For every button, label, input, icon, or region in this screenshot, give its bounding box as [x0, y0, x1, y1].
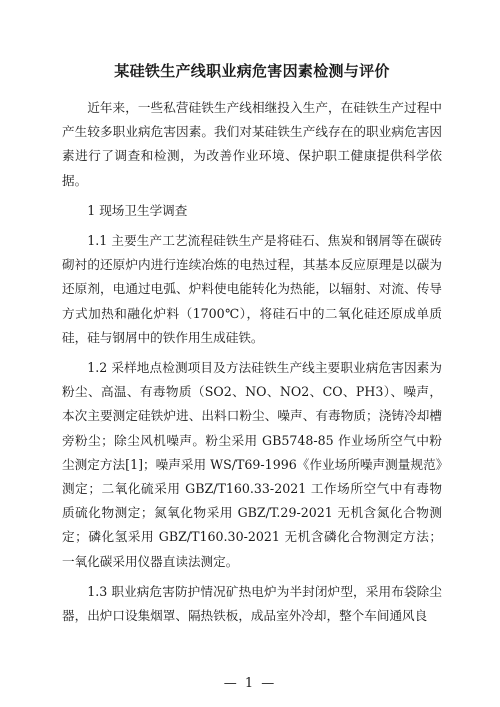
section-heading-1: 1 现场卫生学调查 — [87, 202, 188, 218]
section-1-1-paragraph: 1.1 主要生产工艺流程硅铁生产是将硅石、焦炭和钢屑等在碳砖砌衬的还原炉内进行连续冶炼的电热过程，其基本反应原理是以碳为还原剂，电通过电弧、炉料使电能转化为热能，以辐射、对流、传导方式加热和融化炉料（1700℃），将硅石中的二氧化硅还原成单质硅，硅与钢屑中的铁作用生成硅铁。 — [62, 233, 442, 345]
page-number: — 1 — — [223, 676, 277, 691]
document-title: 某硅铁生产线职业病危害因素检测与评价 — [114, 62, 390, 80]
intro-paragraph: 近年来，一些私营硅铁生产线相继投入生产，在硅铁生产过程中产生较多职业病危害因素。我们对某硅铁生产线存在的职业病危害因素进行了调查和检测，为改善作业环境、保护职工健康提供科学依据。 — [62, 100, 442, 188]
section-1-3-paragraph: 1.3 职业病危害防护情况矿热电炉为半封闭炉型，采用布袋除尘器，出炉口设集烟罩、隔热铁板，成品室外冷却，整个车间通风良 — [62, 583, 442, 624]
section-1-2-paragraph: 1.2 采样地点检测项目及方法硅铁生产线主要职业病危害因素为粉尘、高温、有毒物质（SO2、NO、NO2、CO、PH3）、噪声，本次主要测定硅铁炉进、出料口粉尘、噪声、有毒物质；浇铸冷却槽旁粉尘；除尘风机噪声。粉尘采用 GB5748-85 作业场所空气中粉尘测定方法[1]；噪声采用 WS/T69-1996《作业场所噪声测量规范》测定；二氧化硫采用 GBZ/T160.33-2021 工作场所空气中有毒物质硫化物测定；氮氧化物采用 GBZ/T.29-2021 无机含氮化合物测定；磷化氢采用 GBZ/T160.30-2021 无机含磷化合物测定方法；一氧化碳采用仪器直读法测定。 — [62, 360, 442, 569]
